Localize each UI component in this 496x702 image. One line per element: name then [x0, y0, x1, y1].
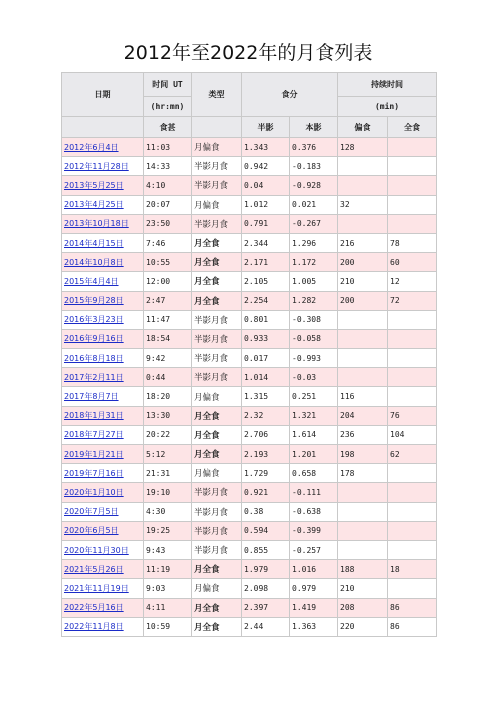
umbral-cell: 0.658 — [290, 464, 338, 483]
time-cell: 7:46 — [144, 233, 192, 252]
umbral-cell: 1.282 — [290, 291, 338, 310]
penumbral-cell: 2.44 — [242, 617, 290, 636]
table-row — [62, 176, 437, 195]
total-duration-cell — [388, 387, 437, 406]
date-link[interactable]: 2013年10月18日 — [62, 214, 144, 233]
umbral-cell: 1.005 — [290, 272, 338, 291]
penumbral-cell: 0.801 — [242, 310, 290, 329]
penumbral-cell: 1.014 — [242, 368, 290, 387]
time-cell: 18:20 — [144, 387, 192, 406]
partial-duration-cell: 216 — [338, 233, 388, 252]
umbral-cell: 0.021 — [290, 195, 338, 214]
penumbral-cell: 0.594 — [242, 521, 290, 540]
type-cell: 月全食 — [192, 233, 242, 252]
umbral-cell: -0.257 — [290, 540, 338, 559]
type-cell: 月全食 — [192, 560, 242, 579]
penumbral-cell: 0.855 — [242, 540, 290, 559]
partial-duration-cell: 188 — [338, 560, 388, 579]
type-cell: 半影月食 — [192, 368, 242, 387]
penumbral-cell: 1.343 — [242, 138, 290, 157]
partial-duration-cell: 178 — [338, 464, 388, 483]
table-row — [62, 617, 437, 636]
penumbral-cell: 0.04 — [242, 176, 290, 195]
total-duration-cell: 86 — [388, 598, 437, 617]
table-row — [62, 272, 437, 291]
partial-duration-cell: 208 — [338, 598, 388, 617]
total-duration-cell — [388, 349, 437, 368]
umbral-cell: 1.296 — [290, 233, 338, 252]
header-partial: 偏食 — [338, 117, 388, 138]
date-link[interactable]: 2012年11月28日 — [62, 157, 144, 176]
table-row — [62, 253, 437, 272]
time-cell: 12:00 — [144, 272, 192, 291]
partial-duration-cell: 236 — [338, 425, 388, 444]
partial-duration-cell: 128 — [338, 138, 388, 157]
header-type: 类型 — [192, 73, 242, 117]
total-duration-cell — [388, 579, 437, 598]
penumbral-cell: 0.921 — [242, 483, 290, 502]
umbral-cell: 1.201 — [290, 445, 338, 464]
date-link[interactable]: 2016年8月18日 — [62, 349, 144, 368]
partial-duration-cell: 200 — [338, 291, 388, 310]
penumbral-cell: 1.012 — [242, 195, 290, 214]
umbral-cell: 1.016 — [290, 560, 338, 579]
date-link[interactable]: 2020年6月5日 — [62, 521, 144, 540]
time-cell: 10:59 — [144, 617, 192, 636]
total-duration-cell — [388, 138, 437, 157]
date-link[interactable]: 2018年1月31日 — [62, 406, 144, 425]
umbral-cell: -0.399 — [290, 521, 338, 540]
table-row — [62, 138, 437, 157]
time-cell: 10:55 — [144, 253, 192, 272]
date-link[interactable]: 2022年11月8日 — [62, 617, 144, 636]
total-duration-cell — [388, 157, 437, 176]
table-row — [62, 502, 437, 521]
penumbral-cell: 2.397 — [242, 598, 290, 617]
time-cell: 9:42 — [144, 349, 192, 368]
time-cell: 13:30 — [144, 406, 192, 425]
partial-duration-cell — [338, 329, 388, 348]
header-duration: 持续时间 — [338, 73, 437, 97]
table-row — [62, 560, 437, 579]
date-link[interactable]: 2013年5月25日 — [62, 176, 144, 195]
type-cell: 半影月食 — [192, 540, 242, 559]
umbral-cell: 0.376 — [290, 138, 338, 157]
time-cell: 18:54 — [144, 329, 192, 348]
total-duration-cell — [388, 176, 437, 195]
type-cell: 月全食 — [192, 253, 242, 272]
partial-duration-cell — [338, 521, 388, 540]
type-cell: 半影月食 — [192, 483, 242, 502]
date-link[interactable]: 2020年11月30日 — [62, 540, 144, 559]
header-duration-unit: (min) — [338, 97, 437, 117]
penumbral-cell: 0.38 — [242, 502, 290, 521]
penumbral-cell: 2.105 — [242, 272, 290, 291]
header-time: 时间 UT — [144, 73, 192, 97]
type-cell: 半影月食 — [192, 214, 242, 233]
table-row — [62, 445, 437, 464]
umbral-cell: -0.928 — [290, 176, 338, 195]
total-duration-cell: 72 — [388, 291, 437, 310]
date-link[interactable]: 2016年3月23日 — [62, 310, 144, 329]
time-cell: 9:43 — [144, 540, 192, 559]
umbral-cell: -0.183 — [290, 157, 338, 176]
penumbral-cell: 2.254 — [242, 291, 290, 310]
time-cell: 20:22 — [144, 425, 192, 444]
total-duration-cell: 76 — [388, 406, 437, 425]
header-umbral: 本影 — [290, 117, 338, 138]
type-cell: 月偏食 — [192, 138, 242, 157]
partial-duration-cell — [338, 540, 388, 559]
time-cell: 4:11 — [144, 598, 192, 617]
umbral-cell: -0.058 — [290, 329, 338, 348]
type-cell: 月偏食 — [192, 464, 242, 483]
partial-duration-cell — [338, 214, 388, 233]
penumbral-cell: 2.344 — [242, 233, 290, 252]
header-blank — [62, 117, 144, 138]
penumbral-cell: 2.098 — [242, 579, 290, 598]
partial-duration-cell — [338, 349, 388, 368]
table-row — [62, 464, 437, 483]
date-link[interactable]: 2015年4月4日 — [62, 272, 144, 291]
umbral-cell: 1.363 — [290, 617, 338, 636]
penumbral-cell: 1.979 — [242, 560, 290, 579]
total-duration-cell: 62 — [388, 445, 437, 464]
header-date: 日期 — [62, 73, 144, 117]
type-cell: 月偏食 — [192, 387, 242, 406]
total-duration-cell — [388, 521, 437, 540]
type-cell: 半影月食 — [192, 310, 242, 329]
date-link[interactable]: 2016年9月16日 — [62, 329, 144, 348]
total-duration-cell: 18 — [388, 560, 437, 579]
header-eclipse-max: 食甚 — [144, 117, 192, 138]
type-cell: 月全食 — [192, 598, 242, 617]
time-cell: 4:10 — [144, 176, 192, 195]
umbral-cell: 0.979 — [290, 579, 338, 598]
table-row — [62, 406, 437, 425]
table-row — [62, 521, 437, 540]
table-row — [62, 291, 437, 310]
date-link[interactable]: 2012年6月4日 — [62, 138, 144, 157]
time-cell: 11:19 — [144, 560, 192, 579]
header-blank-type — [192, 117, 242, 138]
time-cell: 21:31 — [144, 464, 192, 483]
time-cell: 2:47 — [144, 291, 192, 310]
umbral-cell: 0.251 — [290, 387, 338, 406]
partial-duration-cell: 200 — [338, 253, 388, 272]
table-row — [62, 579, 437, 598]
header-magnitude: 食分 — [242, 73, 338, 117]
date-link[interactable]: 2021年5月26日 — [62, 560, 144, 579]
date-link[interactable]: 2018年7月27日 — [62, 425, 144, 444]
total-duration-cell — [388, 368, 437, 387]
table-row — [62, 349, 437, 368]
table-row — [62, 425, 437, 444]
umbral-cell: 1.321 — [290, 406, 338, 425]
partial-duration-cell: 220 — [338, 617, 388, 636]
date-link[interactable]: 2020年1月10日 — [62, 483, 144, 502]
total-duration-cell: 78 — [388, 233, 437, 252]
table-row — [62, 195, 437, 214]
partial-duration-cell — [338, 502, 388, 521]
date-link[interactable]: 2015年9月28日 — [62, 291, 144, 310]
penumbral-cell: 1.315 — [242, 387, 290, 406]
header-total: 全食 — [388, 117, 437, 138]
partial-duration-cell — [338, 157, 388, 176]
table-row — [62, 310, 437, 329]
total-duration-cell — [388, 464, 437, 483]
partial-duration-cell: 116 — [338, 387, 388, 406]
table-row — [62, 540, 437, 559]
partial-duration-cell: 32 — [338, 195, 388, 214]
total-duration-cell — [388, 502, 437, 521]
umbral-cell: -0.308 — [290, 310, 338, 329]
time-cell: 11:47 — [144, 310, 192, 329]
time-cell: 5:12 — [144, 445, 192, 464]
date-link[interactable]: 2014年4月15日 — [62, 233, 144, 252]
time-cell: 20:07 — [144, 195, 192, 214]
partial-duration-cell — [338, 176, 388, 195]
time-cell: 4:30 — [144, 502, 192, 521]
type-cell: 半影月食 — [192, 157, 242, 176]
time-cell: 11:03 — [144, 138, 192, 157]
table-body — [62, 138, 437, 637]
date-link[interactable]: 2020年7月5日 — [62, 502, 144, 521]
partial-duration-cell — [338, 310, 388, 329]
penumbral-cell: 0.791 — [242, 214, 290, 233]
type-cell: 月全食 — [192, 291, 242, 310]
umbral-cell: -0.111 — [290, 483, 338, 502]
date-link[interactable]: 2019年7月16日 — [62, 464, 144, 483]
page-title: 2012年至2022年的月食列表 — [123, 42, 373, 64]
time-cell: 19:10 — [144, 483, 192, 502]
umbral-cell: -0.993 — [290, 349, 338, 368]
type-cell: 半影月食 — [192, 521, 242, 540]
penumbral-cell: 0.942 — [242, 157, 290, 176]
partial-duration-cell: 210 — [338, 272, 388, 291]
total-duration-cell: 104 — [388, 425, 437, 444]
umbral-cell: 1.172 — [290, 253, 338, 272]
date-link[interactable]: 2013年4月25日 — [62, 195, 144, 214]
time-cell: 9:03 — [144, 579, 192, 598]
type-cell: 半影月食 — [192, 329, 242, 348]
type-cell: 月偏食 — [192, 195, 242, 214]
header-time-unit: (hr:mn) — [144, 97, 192, 117]
partial-duration-cell: 198 — [338, 445, 388, 464]
total-duration-cell — [388, 540, 437, 559]
partial-duration-cell — [338, 368, 388, 387]
lunar-eclipse-table — [61, 72, 437, 637]
type-cell: 月偏食 — [192, 579, 242, 598]
total-duration-cell: 86 — [388, 617, 437, 636]
type-cell: 月全食 — [192, 406, 242, 425]
total-duration-cell — [388, 483, 437, 502]
total-duration-cell: 60 — [388, 253, 437, 272]
table-row — [62, 387, 437, 406]
total-duration-cell — [388, 329, 437, 348]
type-cell: 月全食 — [192, 445, 242, 464]
table-row — [62, 329, 437, 348]
umbral-cell: -0.03 — [290, 368, 338, 387]
partial-duration-cell — [338, 483, 388, 502]
table-header — [62, 73, 437, 138]
time-cell: 14:33 — [144, 157, 192, 176]
table-row — [62, 368, 437, 387]
umbral-cell: 1.419 — [290, 598, 338, 617]
type-cell: 半影月食 — [192, 502, 242, 521]
time-cell: 0:44 — [144, 368, 192, 387]
type-cell: 半影月食 — [192, 176, 242, 195]
type-cell: 月全食 — [192, 272, 242, 291]
partial-duration-cell: 210 — [338, 579, 388, 598]
penumbral-cell: 2.706 — [242, 425, 290, 444]
table-row — [62, 483, 437, 502]
table-row — [62, 598, 437, 617]
date-link[interactable]: 2019年1月21日 — [62, 445, 144, 464]
type-cell: 半影月食 — [192, 349, 242, 368]
penumbral-cell: 1.729 — [242, 464, 290, 483]
total-duration-cell — [388, 310, 437, 329]
time-cell: 19:25 — [144, 521, 192, 540]
time-cell: 23:50 — [144, 214, 192, 233]
penumbral-cell: 2.171 — [242, 253, 290, 272]
penumbral-cell: 2.193 — [242, 445, 290, 464]
date-link[interactable]: 2017年2月11日 — [62, 368, 144, 387]
partial-duration-cell: 204 — [338, 406, 388, 425]
penumbral-cell: 0.933 — [242, 329, 290, 348]
umbral-cell: 1.614 — [290, 425, 338, 444]
date-link[interactable]: 2022年5月16日 — [62, 598, 144, 617]
total-duration-cell — [388, 195, 437, 214]
table-row — [62, 214, 437, 233]
type-cell: 月全食 — [192, 617, 242, 636]
date-link[interactable]: 2017年8月7日 — [62, 387, 144, 406]
header-penumbral: 半影 — [242, 117, 290, 138]
date-link[interactable]: 2014年10月8日 — [62, 253, 144, 272]
date-link[interactable]: 2021年11月19日 — [62, 579, 144, 598]
umbral-cell: -0.638 — [290, 502, 338, 521]
penumbral-cell: 2.32 — [242, 406, 290, 425]
table-row — [62, 157, 437, 176]
total-duration-cell — [388, 214, 437, 233]
penumbral-cell: 0.017 — [242, 349, 290, 368]
type-cell: 月全食 — [192, 425, 242, 444]
umbral-cell: -0.267 — [290, 214, 338, 233]
total-duration-cell: 12 — [388, 272, 437, 291]
table-row — [62, 233, 437, 252]
